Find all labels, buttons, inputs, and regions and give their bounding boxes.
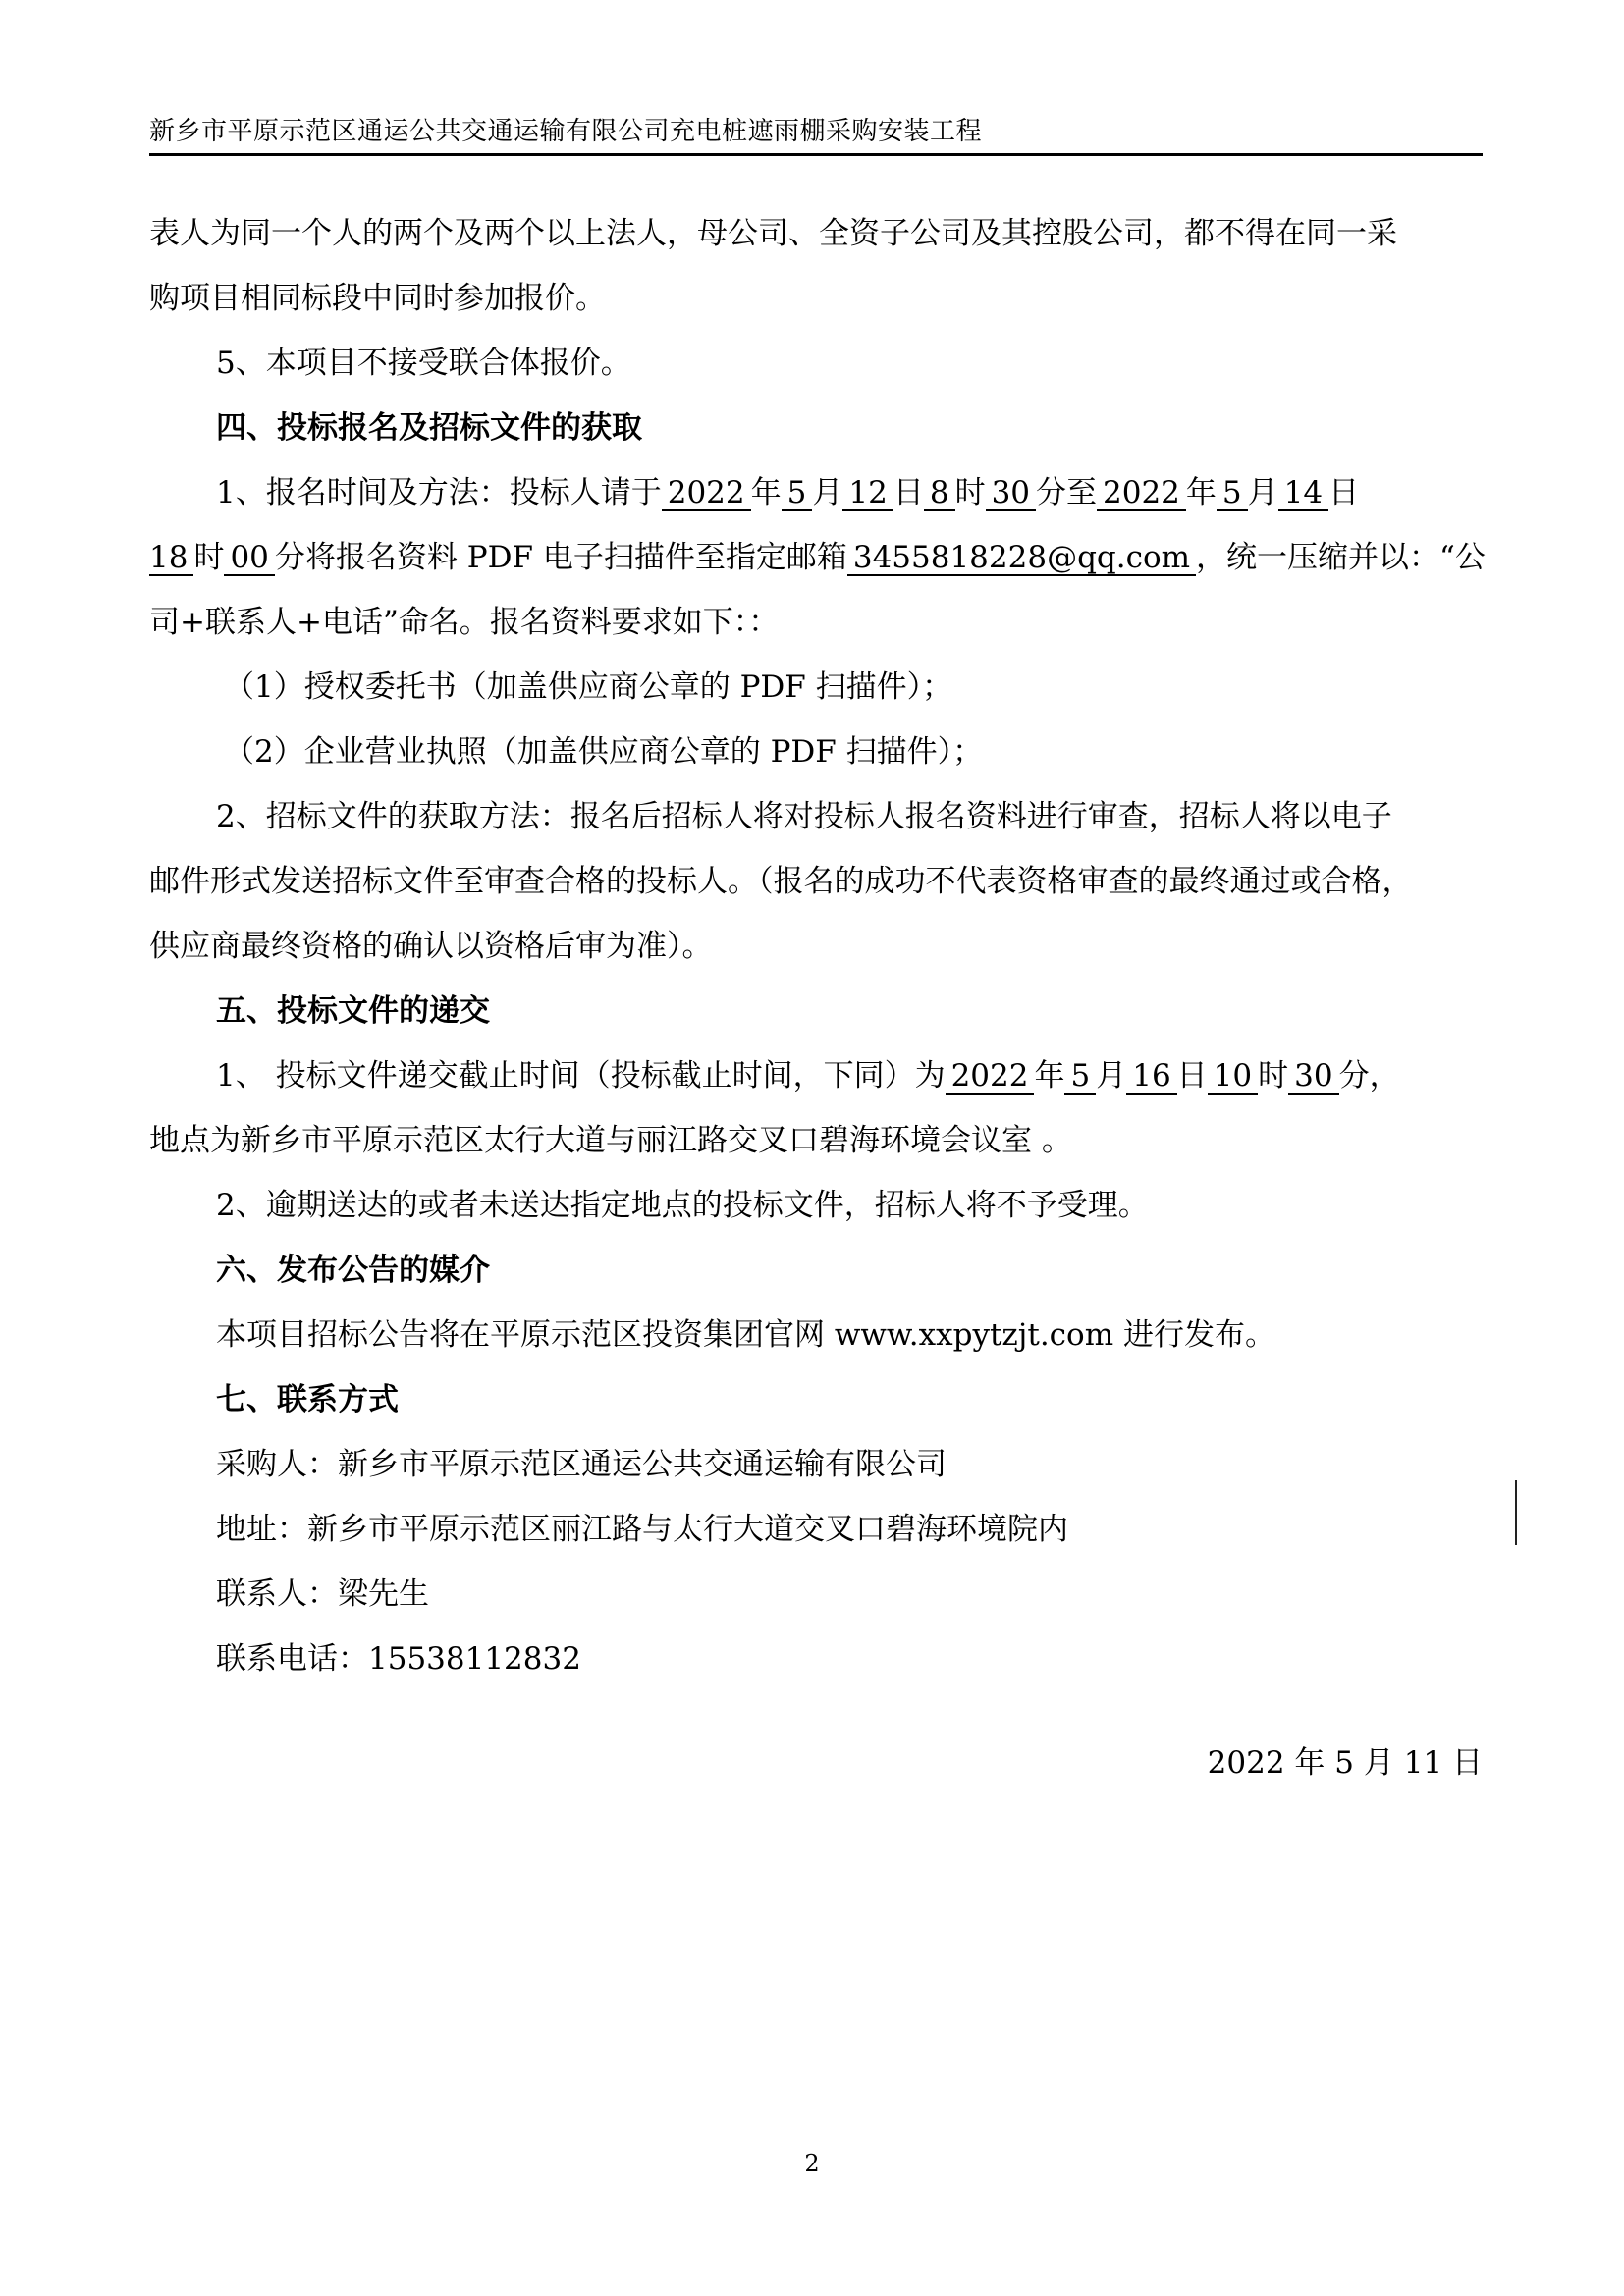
- registration-email[interactable]: 3455818228@qq.com: [847, 541, 1196, 576]
- registration-tail: ，统一压缩并以：“公: [1196, 540, 1486, 575]
- submission-line-2: 地点为新乡市平原示范区太行大道与丽江路交叉口碧海环境会议室 。: [149, 1123, 1072, 1158]
- requirement-1: （1）授权委托书（加盖供应商公章的 PDF 扫描件）；: [224, 669, 953, 705]
- deadline-day: 16: [1126, 1059, 1176, 1095]
- start-month: 5: [782, 476, 813, 511]
- unit-day: 日: [1176, 1058, 1208, 1094]
- submission-prefix: 1、 投标文件递交截止时间（投标截止时间，下同）为: [216, 1058, 946, 1094]
- unit-year: 年: [750, 475, 782, 510]
- media-line: 本项目招标公告将在平原示范区投资集团官网 www.xxpytzjt.com 进行发布。: [216, 1317, 1275, 1353]
- phone-line: 联系电话：15538112832: [216, 1641, 581, 1677]
- section-5-title: 五、投标文件的递交: [216, 993, 490, 1029]
- margin-mark: [1515, 1480, 1517, 1545]
- obtain-line-3: 供应商最终资格的确认以资格后审为准）。: [149, 929, 713, 964]
- registration-text: 分将报名资料 PDF 电子扫描件至指定邮箱: [274, 540, 847, 575]
- registration-line-3: 司+联系人+电话”命名。报名资料要求如下：：: [149, 605, 780, 640]
- submission-line-1: [216, 1056, 1483, 1095]
- contact-line: 联系人：梁先生: [216, 1576, 429, 1612]
- unit-month: 月: [1247, 475, 1278, 510]
- unit-hour: 时: [193, 540, 225, 575]
- section-6-title: 六、发布公告的媒介: [216, 1253, 490, 1288]
- item-5: 5、本项目不接受联合体报价。: [216, 346, 631, 381]
- registration-line-2: [149, 538, 1486, 577]
- unit-month: 月: [1096, 1058, 1127, 1094]
- obtain-line-1: 2、招标文件的获取方法：报名后招标人将对投标人报名资料进行审查，招标人将以电子: [216, 799, 1392, 834]
- address-line: 地址：新乡市平原示范区丽江路与太行大道交叉口碧海环境院内: [216, 1512, 1068, 1547]
- obtain-line-2: 邮件形式发送招标文件至审查合格的投标人。（报名的成功不代表资格审查的最终通过或合格，: [149, 864, 1413, 899]
- unit-minute-to: 分至: [1036, 475, 1098, 510]
- start-minute: 30: [986, 476, 1036, 511]
- end-minute: 00: [224, 541, 274, 576]
- deadline-hour: 10: [1208, 1059, 1258, 1095]
- document-date: 2022 年 5 月 11 日: [1207, 1745, 1483, 1781]
- start-hour: 8: [924, 476, 955, 511]
- end-month: 5: [1217, 476, 1248, 511]
- unit-month: 月: [812, 475, 843, 510]
- unit-year: 年: [1034, 1058, 1065, 1094]
- unit-minute: 分，: [1338, 1058, 1400, 1094]
- end-year: 2022: [1097, 476, 1186, 511]
- deadline-minute: 30: [1288, 1059, 1338, 1095]
- page-number: 2: [804, 2150, 820, 2177]
- unit-hour: 时: [1258, 1058, 1289, 1094]
- registration-prefix: 1、报名时间及方法：投标人请于: [216, 475, 662, 510]
- unit-hour: 时: [954, 475, 986, 510]
- unit-day: 日: [893, 475, 924, 510]
- late-submission: 2、逾期送达的或者未送达指定地点的投标文件，招标人将不予受理。: [216, 1188, 1149, 1223]
- page-header: [149, 110, 1483, 156]
- unit-year: 年: [1185, 475, 1217, 510]
- paragraph-continued-line-2: 购项目相同标段中同时参加报价。: [149, 281, 606, 316]
- deadline-month: 5: [1064, 1059, 1096, 1095]
- end-day: 14: [1278, 476, 1328, 511]
- buyer-line: 采购人：新乡市平原示范区通运公共交通运输有限公司: [216, 1447, 947, 1482]
- section-7-title: 七、联系方式: [216, 1382, 399, 1417]
- requirement-2: （2）企业营业执照（加盖供应商公章的 PDF 扫描件）；: [224, 734, 984, 770]
- deadline-year: 2022: [946, 1059, 1035, 1095]
- unit-day: 日: [1328, 475, 1360, 510]
- start-year: 2022: [662, 476, 751, 511]
- start-day: 12: [842, 476, 893, 511]
- registration-line-1: [216, 473, 1483, 512]
- paragraph-continued-line-1: 表人为同一个人的两个及两个以上法人，母公司、全资子公司及其控股公司，都不得在同一采: [149, 216, 1397, 251]
- end-hour: 18: [149, 541, 193, 576]
- header-title: 新乡市平原示范区通运公共交通运输有限公司充电桩遮雨棚采购安装工程: [149, 117, 983, 146]
- section-4-title: 四、投标报名及招标文件的获取: [216, 410, 642, 446]
